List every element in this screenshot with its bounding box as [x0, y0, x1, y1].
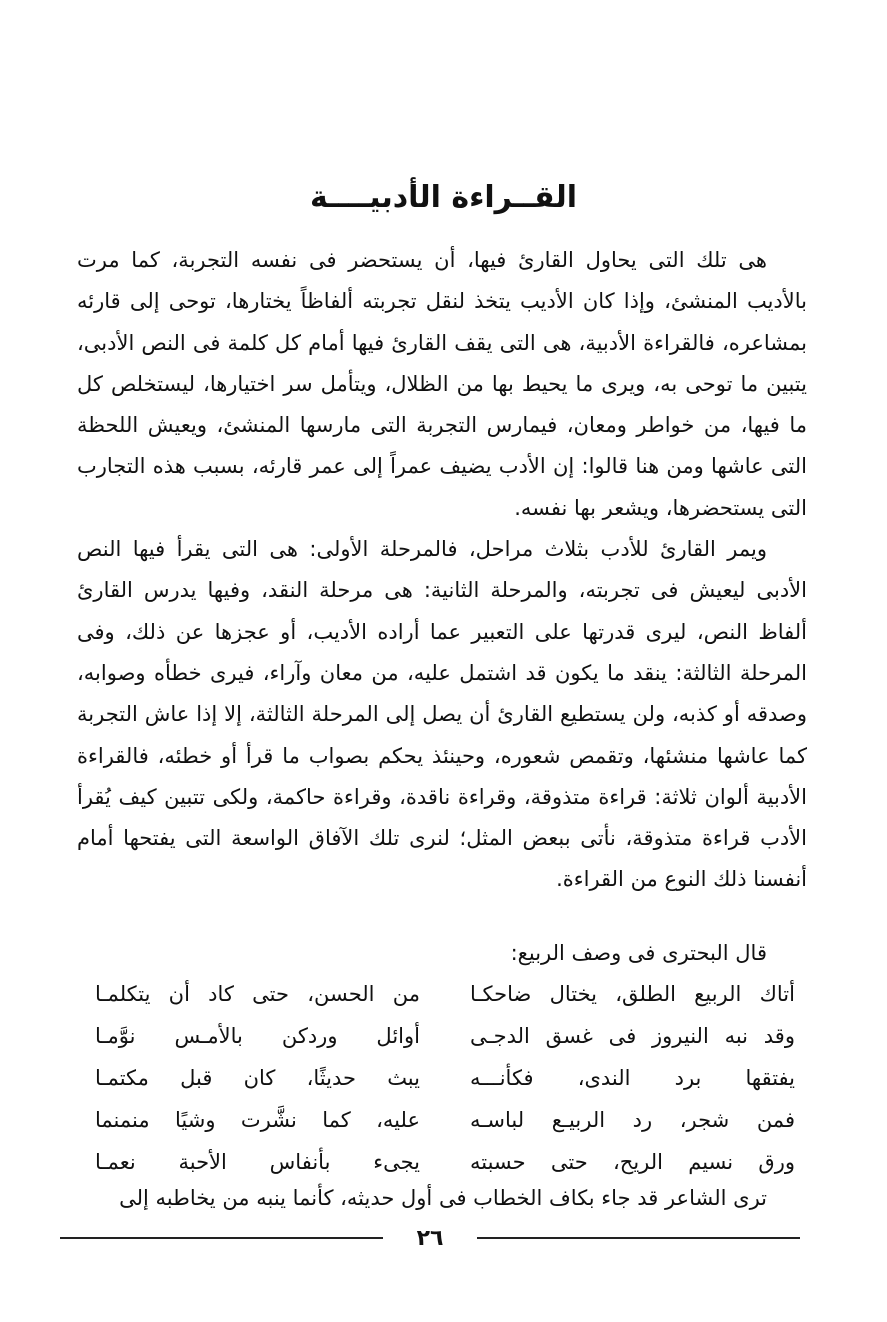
closing-line: ترى الشاعر قد جاء بكاف الخطاب فى أول حديثه، كأنما ينبه من يخاطبه إلى — [119, 1186, 767, 1210]
poem-verse — [95, 1141, 795, 1183]
poem-intro: قال البحترى فى وصف الربيع: — [510, 941, 767, 965]
poem-verse — [95, 1057, 795, 1099]
poem-verse — [95, 1099, 795, 1141]
footer-rule-right — [477, 1237, 800, 1239]
body-text — [77, 240, 807, 901]
paragraph-1: هى تلك التى يحاول القارئ فيها، أن يستحضر فى نفسه التجربة، كما مرت بالأديب المنشئ، وإذا كان الأديب يتخذ لنقل تجربته ألفاظاً يختارها، توحى إلى قارئه بمشاعره، فالقراءة الأدبية، هى التى يقف القارئ فيها أمام كل كلمة فى النص الأدبى، يتبين ما توحى به، ويرى ما يحيط بها من الظلال، ويتأمل سر اختيارها، ليستخلص كل ما فيها، من خواطر ومعان، فيمارس التجربة التى مارسها المنشئ، ويعيش اللحظة التى عاشها ومن هنا قالوا: إن الأدب يضيف عمراً إلى عمر قارئه، بسبب هذه التجارب التى يستحضرها، ويشعر بها نفسه. — [77, 248, 807, 520]
verse-first-hemistich: وقد نبه النيروز فى غسق الدجـى — [470, 1024, 795, 1048]
verse-second-hemistich: أوائل وردكن بالأمـس نوَّمـا — [95, 1024, 420, 1048]
page-footer — [60, 1218, 800, 1258]
verse-first-hemistich: أتاك الربيع الطلق، يختال ضاحكـا — [470, 982, 795, 1006]
verse-second-hemistich: من الحسن، حتى كاد أن يتكلمـا — [95, 982, 420, 1006]
verse-first-hemistich: ورق نسيم الريح، حتى حسبته — [470, 1150, 795, 1174]
poem-verse — [95, 973, 795, 1015]
verse-second-hemistich: عليه، كما نشَّرت وشيًا منمنما — [95, 1108, 420, 1132]
page-number: ٢٦ — [416, 1225, 444, 1251]
paragraph-2: ويمر القارئ للأدب بثلاث مراحل، فالمرحلة الأولى: هى التى يقرأ فيها النص الأدبى ليعيش فى تجربته، والمرحلة الثانية: هى مرحلة النقد، وفيها يدرس القارئ ألفاظ النص، ليرى قدرتها على التعبير عما أراده الأديب، أو عجزها عن ذلك، وفى المرحلة الثالثة: ينقد ما يكون قد اشتمل عليه، من معان وآراء، فيرى خطأه وصوابه، وصدقه أو كذبه، ولن يستطيع القارئ أن يصل إلى المرحلة الثالثة، إلا إذا عاش التجربة كما عاشها منشئها، وتقمص شعوره، وحينئذ يحكم بصواب ما قرأ أو خطئه، فالقراءة الأدبية ألوان ثلاثة: قراءة متذوقة، وقراءة ناقدة، وقراءة حاكمة، ولكى تتبين كيف يُقرأ الأدب قراءة متذوقة، نأتى ببعض المثل؛ لنرى تلك الآفاق الواسعة التى يفتحها أمام أنفسنا ذلك النوع من القراءة. — [77, 537, 807, 892]
poem-verse — [95, 1015, 795, 1057]
verse-first-hemistich: فمن شجر، رد الربيـع لباسـه — [470, 1108, 795, 1132]
verse-second-hemistich: يجىء بأنفاس الأحبة نعمـا — [95, 1150, 420, 1174]
page-title: القــراءة الأدبيــــة — [309, 180, 577, 215]
poem — [95, 973, 795, 1183]
footer-rule-left — [60, 1237, 383, 1239]
verse-first-hemistich: يفتقها برد الندى، فكأنـــه — [470, 1066, 795, 1090]
verse-second-hemistich: يبث حديثًا، كان قبل مكتمـا — [95, 1066, 420, 1090]
